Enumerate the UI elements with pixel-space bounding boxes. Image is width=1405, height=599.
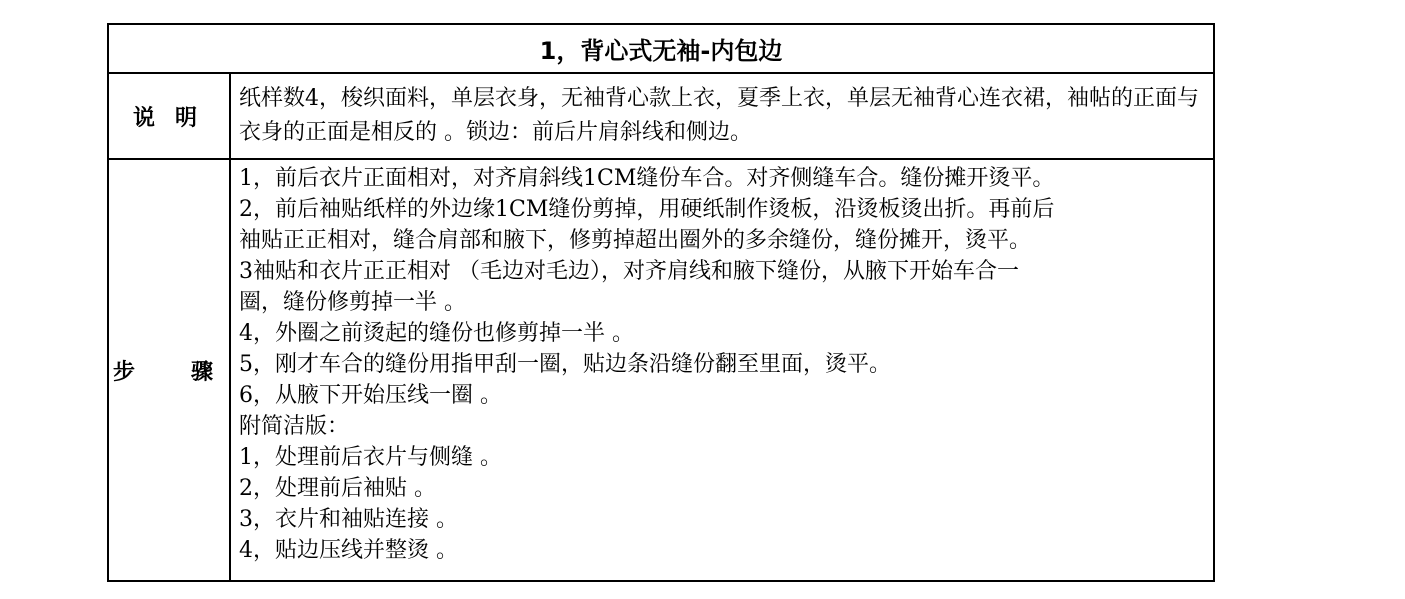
step-line: 圈，缝份修剪掉一半 。	[239, 290, 466, 315]
steps-label	[109, 160, 231, 580]
description-label: 说明	[109, 74, 231, 158]
steps-label-first: 步	[113, 359, 136, 385]
step-line: 2，前后袖贴纸样的外边缘1CM缝份剪掉，用硬纸制作烫板，沿烫板烫出折。再前后	[239, 197, 1055, 222]
step-line: 3，衣片和袖贴连接 。	[239, 507, 458, 532]
step-line: 1，处理前后衣片与侧缝 。	[239, 445, 502, 470]
step-line: 6，从腋下开始压线一圈 。	[239, 383, 502, 408]
step-line: 3袖贴和衣片正正相对 （毛边对毛边），对齐肩线和腋下缝份，从腋下开始车合一	[239, 259, 1019, 284]
steps-row	[109, 160, 1213, 580]
steps-content	[233, 160, 1213, 580]
description-text: 纸样数4，梭织面料，单层衣身，无袖背心款上衣，夏季上衣，单层无袖背心连衣裙，袖帖的正面与衣身的正面是相反的 。锁边：前后片肩斜线和侧边。	[239, 86, 1200, 145]
step-line: 4，外圈之前烫起的缝份也修剪掉一半 。	[239, 321, 634, 346]
sheet-title: 1，背心式无袖-内包边	[109, 25, 1213, 74]
instruction-sheet	[107, 23, 1215, 582]
step-line: 附简洁版：	[239, 414, 350, 439]
step-line: 4，贴边压线并整烫 。	[239, 538, 458, 563]
step-line: 2，处理前后袖贴 。	[239, 476, 436, 501]
description-row	[109, 74, 1213, 160]
step-line: 袖贴正正相对，缝合肩部和腋下，修剪掉超出圈外的多余缝份，缝份摊开，烫平。	[239, 228, 1032, 253]
steps-label-second: 骤	[190, 359, 213, 385]
step-line: 5，刚才车合的缝份用指甲刮一圈，贴边条沿缝份翻至里面，烫平。	[239, 352, 891, 377]
step-line: 1，前后衣片正面相对，对齐肩斜线1CM缝份车合。对齐侧缝车合。缝份摊开烫平。	[239, 166, 1055, 191]
